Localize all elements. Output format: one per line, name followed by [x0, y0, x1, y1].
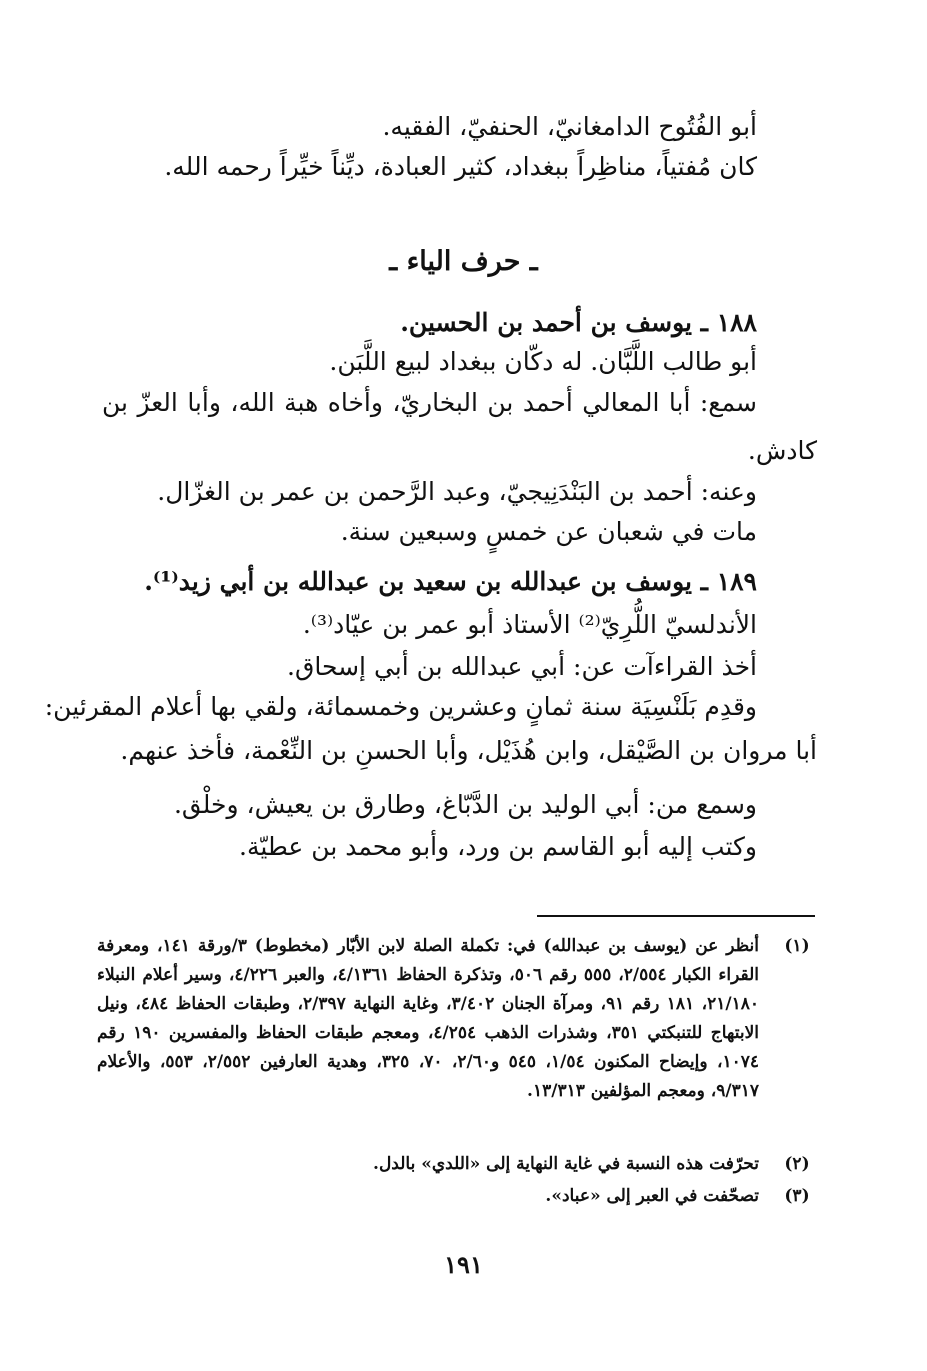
footnote-1-number: (١) [784, 936, 810, 956]
footnote-3-number: (٣) [784, 1186, 810, 1206]
footnote-2 [97, 1150, 817, 1180]
entry-188-line-3: وعنه: أحمد بن البَنْدَنِيجيّ، وعبد الرَّحمن بن عمر بن الغزّال. [157, 477, 757, 506]
entry-189-line-2: أخذ القراءآت عن: أبي عبدالله بن أبي إسحاق. [287, 652, 757, 681]
entry-189-line-4: أبا مروان بن الصَّيْقل، وابن هُذَيْل، وأبا الحسنِ بن النِّعْمة، فأخذ عنهم. [120, 736, 817, 765]
entry-188-title: ١٨٨ ـ يوسف بن أحمد بن الحسين. [400, 308, 757, 337]
entry-189-line-5: وسمع من: أبي الوليد بن الدَّبّاغ، وطارق بن يعيش، وخلْق. [173, 790, 757, 819]
top-entry-line-1: أبو الفُتُوح الدامغانيّ، الحنفيّ، الفقيه. [382, 112, 757, 141]
footnote-1-text: أنظر عن (يوسف بن عبدالله) في: تكملة الصلة لابن الأبّار (مخطوط) ٣/ورقة ١٤١، ومعرفة القراء الكبار ٢/٥٥٤، ٥٥٥ رقم ٥٠٦، وتذكرة الحفاظ ٤/١٣٦١، والعبر ٤/٢٢٦، وسير أعلام النبلاء ٢١/١٨٠، ١٨١ رقم ٩١، ومرآة الجنان ٣/٤٠٢، وغاية النهاية ٢/٣٩٧، وطبقات الحفاظ ٤٨٤، ونيل الابتهاج للتنبكتي ٣٥١، وشذرات الذهب ٤/٢٥٤، ومعجم طبقات الحفاظ والمفسرين ١٩٠ رقم ١٠٧٤، وإيضاح المكنون ١/٥٤، ٥٤٥ و٢/٦٠، ٧٠، ٣٢٥، وهدية العارفين ٢/٥٥٢، ٥٥٣، والأعلام ٩/٣١٧، ومعجم المؤلفين ١٣/٣١٣. [97, 936, 760, 1101]
footnote-3 [97, 1182, 817, 1212]
entry-188-line-2-continued: كادش. [747, 436, 817, 465]
footnote-1 [97, 932, 817, 1147]
top-entry-line-2: كان مُفتياً، مناظِراً ببغداد، كثير العبادة، ديِّناً خيِّراً رحمه الله. [164, 152, 757, 181]
entry-189-title: ١٨٩ ـ يوسف بن عبدالله بن سعيد بن عبدالله بن أبي زيد⁽¹⁾. [144, 567, 757, 596]
footnote-separator [537, 915, 815, 917]
entry-188-line-1: أبو طالب اللَّبَّان. له دكّان ببغداد لبيع اللَّبَن. [329, 347, 757, 376]
entry-189-line-3: وقدِم بَلَنْسِيَة سنة ثمانٍ وعشرين وخمسمائة، ولقي بها أعلام المقرئين: [44, 692, 757, 721]
section-heading: ـ حرف الياء ـ [389, 246, 538, 277]
footnote-3-text: تصحّفت في العبر إلى «عباد». [545, 1186, 759, 1206]
footnote-2-number: (٢) [784, 1154, 810, 1174]
entry-189-line-1: الأندلسيّ اللُّرِيّ⁽²⁾ الأستاذ أبو عمر بن عيّاد⁽³⁾. [302, 610, 757, 639]
entry-188-line-4: مات في شعبان عن خمسٍ وسبعين سنة. [340, 517, 757, 546]
entry-189-line-6: وكتب إليه أبو القاسم بن ورد، وأبو محمد بن عطيّة. [239, 832, 757, 861]
entry-188-line-2: سمع: أبا المعالي أحمد بن البخاريّ، وأخاه هبة الله، وأبا العزّ بن [102, 388, 757, 417]
page-number: ١٩١ [444, 1250, 483, 1279]
footnote-2-text: تحرّفت هذه النسبة في غاية النهاية إلى «اللدي» بالدل. [373, 1154, 759, 1174]
